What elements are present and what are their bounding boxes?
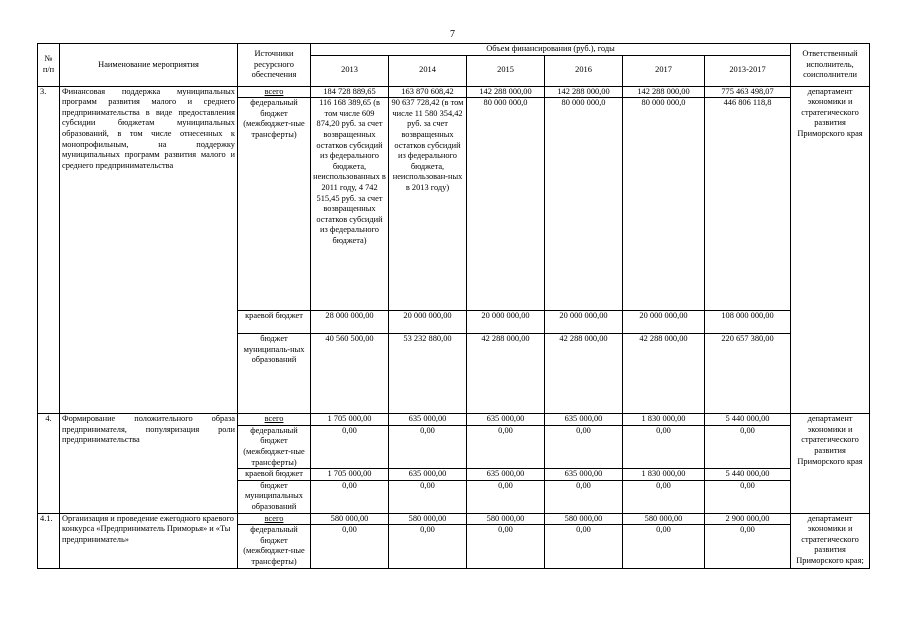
- table-row: [38, 414, 870, 426]
- value-cell: 0,00: [623, 425, 705, 468]
- section-num: 4.: [38, 414, 60, 513]
- source-cell: бюджет муниципальных образований: [238, 480, 311, 513]
- value-cell: 142 288 000,00: [623, 86, 705, 98]
- section-num: 3.: [38, 86, 60, 414]
- header-year: 2013-2017: [705, 55, 791, 86]
- table-row: [38, 513, 870, 525]
- value-cell: 20 000 000,00: [467, 311, 545, 334]
- value-cell: 635 000,00: [389, 469, 467, 481]
- value-cell: 28 000 000,00: [311, 311, 389, 334]
- source-cell: федеральный бюджет (межбюджет-ные трансферты): [238, 98, 311, 311]
- value-cell: 0,00: [467, 480, 545, 513]
- value-cell: 0,00: [311, 425, 389, 468]
- header-year: 2014: [389, 55, 467, 86]
- page-number: 7: [450, 29, 455, 40]
- value-cell: 20 000 000,00: [389, 311, 467, 334]
- header-funding: Объем финансирования (руб.), годы: [311, 44, 791, 56]
- value-cell: 580 000,00: [389, 513, 467, 525]
- value-cell: 0,00: [545, 525, 623, 568]
- value-cell: 5 440 000,00: [705, 414, 791, 426]
- value-cell: 142 288 000,00: [545, 86, 623, 98]
- section-name: Формирование положительного образа предпринимателя, популяризация роли предпринимательства: [60, 414, 238, 513]
- value-cell: 2 900 000,00: [705, 513, 791, 525]
- header-num: № п/п: [38, 44, 60, 87]
- value-cell: 0,00: [467, 525, 545, 568]
- section-name: Финансовая поддержка муниципальных программ развития малого и среднего предпринимательства в виде предоставления субсидии бюджетам муниципальных образований, в том числе отнесенных к монопрофильным, на поддержку муниципальных программ развития малого и среднего предпринимательства: [60, 86, 238, 414]
- source-cell: краевой бюджет: [238, 469, 311, 481]
- value-cell: 220 657 380,00: [705, 334, 791, 414]
- value-cell: 0,00: [705, 480, 791, 513]
- header-year: 2016: [545, 55, 623, 86]
- section-num: 4.1.: [38, 513, 60, 568]
- value-cell: 635 000,00: [467, 414, 545, 426]
- value-cell: 580 000,00: [311, 513, 389, 525]
- value-cell: 0,00: [389, 425, 467, 468]
- value-cell: 40 560 500,00: [311, 334, 389, 414]
- value-cell: 53 232 880,00: [389, 334, 467, 414]
- value-cell: 0,00: [311, 525, 389, 568]
- value-cell: 5 440 000,00: [705, 469, 791, 481]
- value-cell: 775 463 498,07: [705, 86, 791, 98]
- value-cell: 1 830 000,00: [623, 469, 705, 481]
- value-cell: 635 000,00: [545, 414, 623, 426]
- header-year: 2017: [623, 55, 705, 86]
- responsible-cell: департамент экономики и стратегического развития Приморского края: [791, 86, 870, 414]
- value-cell: 42 288 000,00: [545, 334, 623, 414]
- section-name: Организация и проведение ежегодного краевого конкурса «Предприниматель Приморья» и «Ты предприниматель»: [60, 513, 238, 568]
- value-cell: 20 000 000,00: [545, 311, 623, 334]
- value-cell: 108 000 000,00: [705, 311, 791, 334]
- value-cell: 0,00: [389, 525, 467, 568]
- value-cell: 635 000,00: [545, 469, 623, 481]
- value-cell: 580 000,00: [467, 513, 545, 525]
- value-cell: 0,00: [705, 425, 791, 468]
- value-cell: 635 000,00: [389, 414, 467, 426]
- value-cell: 580 000,00: [623, 513, 705, 525]
- value-cell: 0,00: [389, 480, 467, 513]
- source-cell: краевой бюджет: [238, 311, 311, 334]
- value-cell: 1 705 000,00: [311, 414, 389, 426]
- source-cell: федеральный бюджет (межбюджет-ные трансферты): [238, 425, 311, 468]
- header-name: Наименование мероприятия: [60, 44, 238, 87]
- value-cell: 80 000 000,0: [467, 98, 545, 311]
- value-cell: 80 000 000,0: [545, 98, 623, 311]
- source-cell: бюджет муниципаль-ных образований: [238, 334, 311, 414]
- header-sources: Источники ресурсного обеспечения: [238, 44, 311, 87]
- value-cell: 0,00: [545, 480, 623, 513]
- header-year: 2015: [467, 55, 545, 86]
- responsible-cell: департамент экономики и стратегического развития Приморского края: [791, 414, 870, 513]
- value-cell: 90 637 728,42 (в том числе 11 580 354,42 руб. за счет возвращенных остатков субсидий из федерального бюджета, неиспользован-ных в 2013 году): [389, 98, 467, 311]
- source-cell: федеральный бюджет (межбюджет-ные трансферты): [238, 525, 311, 568]
- value-cell: 116 168 389,65 (в том числе 609 874,20 руб. за счет возвращенных остатков субсидий из федерального бюджета, неиспользованных в 2011 году, 4 742 515,45 руб. за счет возвращенных остатков субсидий из федерального бюджета): [311, 98, 389, 311]
- value-cell: 0,00: [705, 525, 791, 568]
- header-responsible: Ответственный исполнитель, соисполнители: [791, 44, 870, 87]
- header-year: 2013: [311, 55, 389, 86]
- source-cell: всего: [238, 414, 311, 426]
- funding-table: [37, 43, 870, 569]
- value-cell: 0,00: [467, 425, 545, 468]
- value-cell: 580 000,00: [545, 513, 623, 525]
- value-cell: 80 000 000,0: [623, 98, 705, 311]
- value-cell: 0,00: [311, 480, 389, 513]
- value-cell: 163 870 608,42: [389, 86, 467, 98]
- source-cell: всего: [238, 513, 311, 525]
- value-cell: 0,00: [623, 525, 705, 568]
- value-cell: 0,00: [623, 480, 705, 513]
- value-cell: 42 288 000,00: [623, 334, 705, 414]
- source-cell: всего: [238, 86, 311, 98]
- value-cell: 0,00: [545, 425, 623, 468]
- value-cell: 1 830 000,00: [623, 414, 705, 426]
- value-cell: 446 806 118,8: [705, 98, 791, 311]
- value-cell: 20 000 000,00: [623, 311, 705, 334]
- value-cell: 184 728 889,65: [311, 86, 389, 98]
- table-row: [38, 86, 870, 98]
- value-cell: 635 000,00: [467, 469, 545, 481]
- value-cell: 42 288 000,00: [467, 334, 545, 414]
- responsible-cell: департамент экономики и стратегического развития Приморского края;: [791, 513, 870, 568]
- value-cell: 1 705 000,00: [311, 469, 389, 481]
- value-cell: 142 288 000,00: [467, 86, 545, 98]
